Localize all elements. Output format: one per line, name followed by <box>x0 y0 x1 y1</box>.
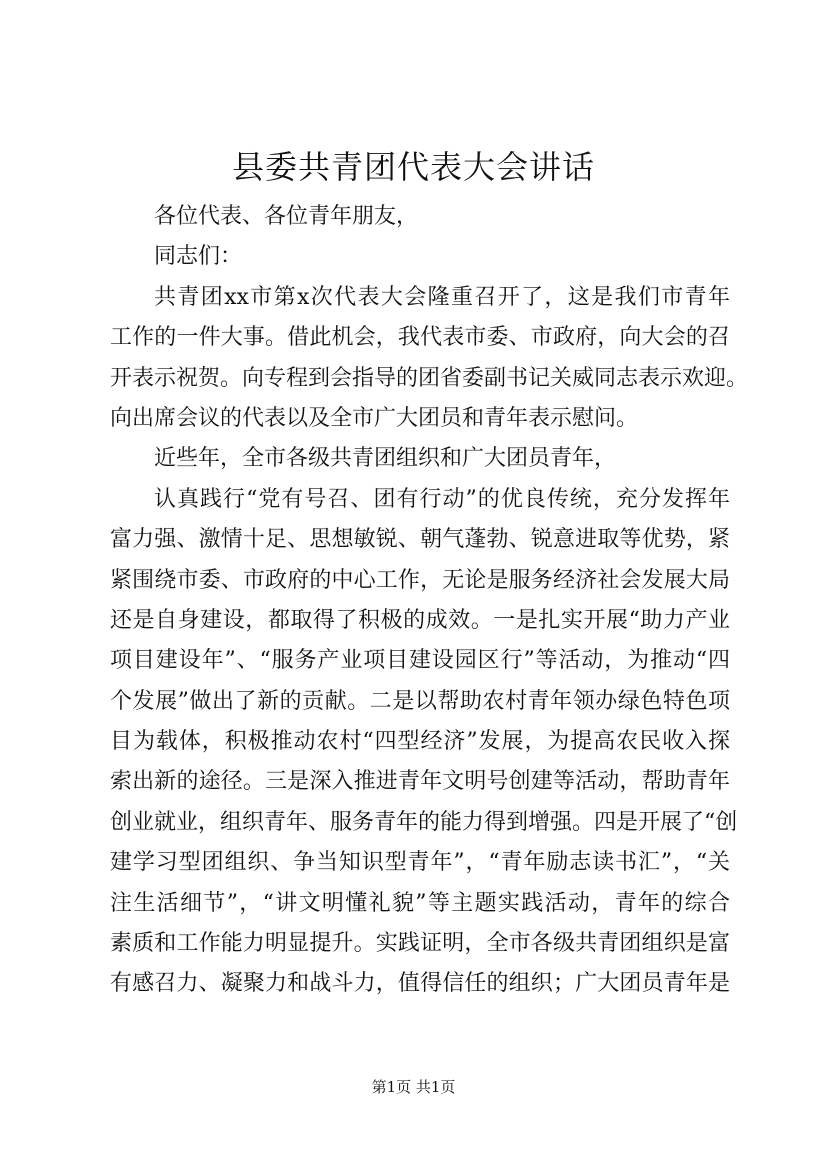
paragraph-line: 共青团xx市第x次代表大会隆重召开了，这是我们市青年 <box>154 284 730 310</box>
paragraph-line: 建学习型团组织、争当知识型青年”，“青年励志读书汇”，“关 <box>110 850 730 876</box>
paragraph-line: 认真践行“党有号召、团有行动”的优良传统，充分发挥年 <box>154 486 730 512</box>
paragraph-line: 索出新的途径。三是深入推进青年文明号创建等活动，帮助青年 <box>110 769 730 795</box>
page-footer: 第1页 共1页 <box>371 1078 456 1096</box>
document-title: 县委共青团代表大会讲话 <box>231 148 595 186</box>
paragraph-line: 同志们： <box>154 244 243 270</box>
paragraph-line: 注生活细节”，“讲文明懂礼貌”等主题实践活动，青年的综合 <box>110 890 730 916</box>
paragraph-line: 富力强、激情十足、思想敏锐、朝气蓬勃、锐意进取等优势，紧 <box>110 527 730 553</box>
paragraph-line: 开表示祝贺。向专程到会指导的团省委副书记关威同志表示欢迎。 <box>110 365 749 391</box>
document-body <box>110 197 749 1005</box>
paragraph-line: 近些年，全市各级共青团组织和广大团员青年， <box>154 446 617 472</box>
paragraph-line: 创业就业，组织青年、服务青年的能力得到增强。四是开展了“创 <box>110 809 738 835</box>
paragraph-line: 还是自身建设，都取得了积极的成效。一是扎实开展“助力产业 <box>110 607 730 633</box>
paragraph-line: 紧围绕市委、市政府的中心工作，无论是服务经济社会发展大局 <box>110 567 730 593</box>
paragraph-line: 项目建设年”、“服务产业项目建设园区行”等活动，为推动“四 <box>110 648 730 674</box>
paragraph-line: 各位代表、各位青年朋友， <box>154 204 419 229</box>
paragraph-line: 工作的一件大事。借此机会，我代表市委、市政府，向大会的召 <box>110 325 730 351</box>
paragraph-line: 有感召力、凝聚力和战斗力，值得信任的组织；广大团员青年是 <box>110 971 730 997</box>
paragraph-line: 个发展”做出了新的贡献。二是以帮助农村青年领办绿色特色项 <box>110 688 730 714</box>
paragraph-line: 向出席会议的代表以及全市广大团员和青年表示慰问。 <box>110 405 639 431</box>
paragraph-line: 素质和工作能力明显提升。实践证明，全市各级共青团组织是富 <box>110 931 730 957</box>
paragraph-line: 目为载体，积极推动农村“四型经济”发展，为提高农民收入探 <box>110 729 730 755</box>
